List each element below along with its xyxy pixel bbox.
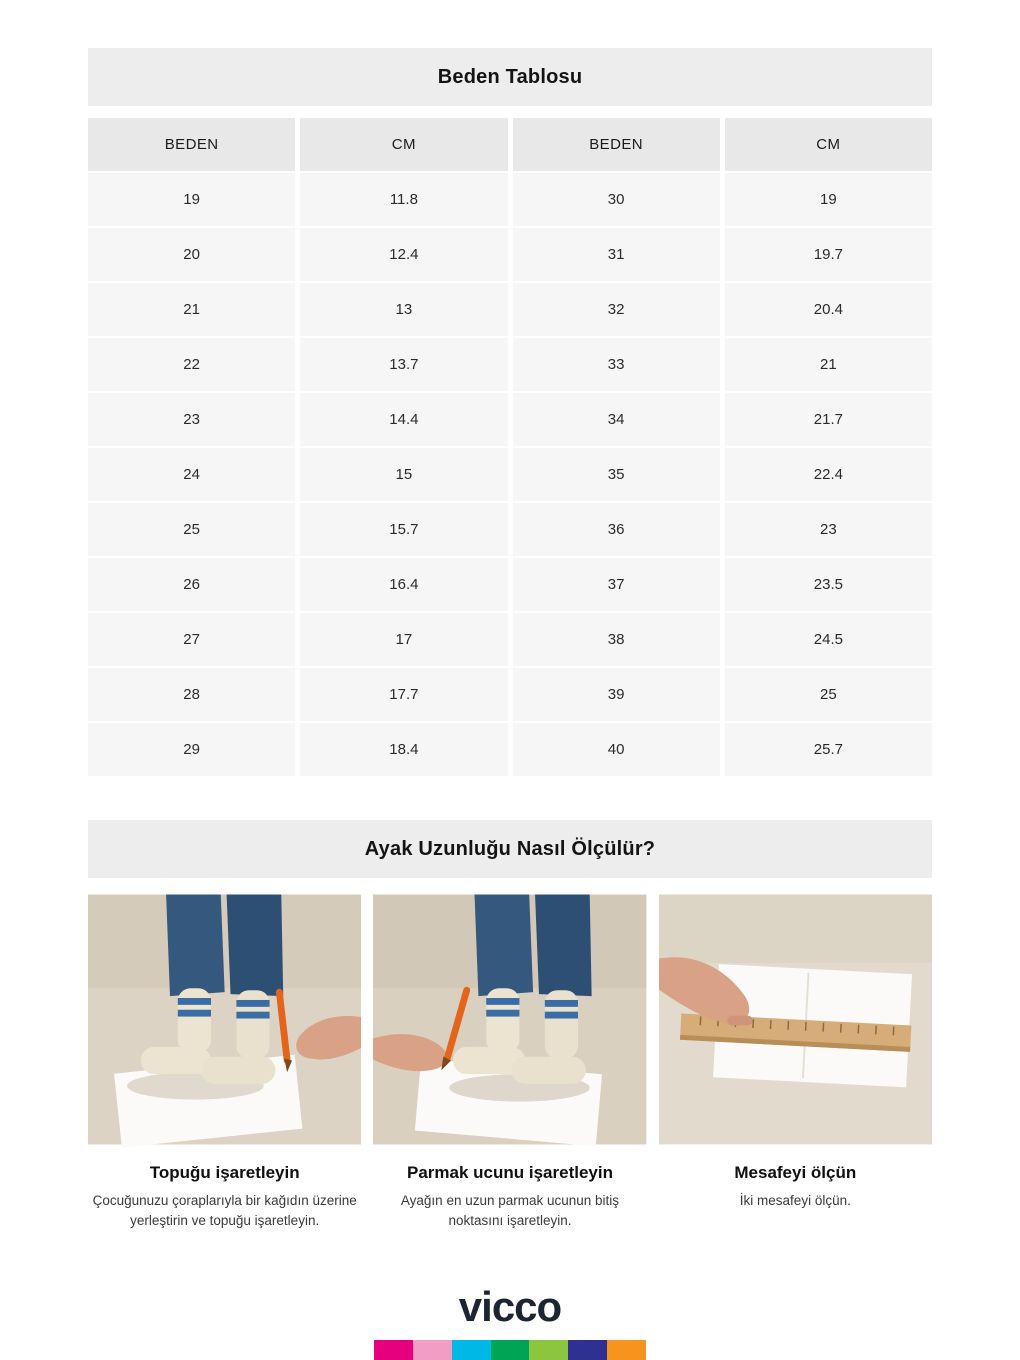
step-description: Çocuğunuzu çoraplarıyla bir kağıdın üzerine yerleştirin ve topuğu işaretleyin. bbox=[92, 1193, 357, 1229]
table-cell: 23 bbox=[725, 503, 932, 556]
table-cell: 34 bbox=[513, 393, 720, 446]
size-table bbox=[88, 118, 932, 776]
table-cell: 36 bbox=[513, 503, 720, 556]
measure-steps bbox=[88, 892, 932, 1232]
table-cell: 28 bbox=[88, 668, 295, 721]
brand-color-segment bbox=[491, 1340, 530, 1360]
table-cell: 25 bbox=[88, 503, 295, 556]
child-feet-heel-marking-photo bbox=[88, 892, 361, 1147]
table-cell: 17.7 bbox=[300, 668, 507, 721]
table-cell: 15 bbox=[300, 448, 507, 501]
table-cell: 24 bbox=[88, 448, 295, 501]
table-cell: 26 bbox=[88, 558, 295, 611]
table-cell: 21.7 bbox=[725, 393, 932, 446]
table-cell: 13.7 bbox=[300, 338, 507, 391]
brand-footer bbox=[0, 1283, 1020, 1360]
brand-color-segment bbox=[374, 1340, 413, 1360]
table-cell: 25.7 bbox=[725, 723, 932, 776]
measure-step-toe bbox=[373, 892, 646, 1232]
step-description: Ayağın en uzun parmak ucunun bitiş noktasını işaretleyin. bbox=[400, 1193, 620, 1229]
table-header-cell: BEDEN bbox=[513, 118, 720, 171]
table-cell: 25 bbox=[725, 668, 932, 721]
table-cell: 22 bbox=[88, 338, 295, 391]
table-cell: 33 bbox=[513, 338, 720, 391]
table-cell: 37 bbox=[513, 558, 720, 611]
table-cell: 20.4 bbox=[725, 283, 932, 336]
table-cell: 21 bbox=[725, 338, 932, 391]
brand-color-segment bbox=[452, 1340, 491, 1360]
table-cell: 13 bbox=[300, 283, 507, 336]
table-cell: 18.4 bbox=[300, 723, 507, 776]
brand-logo: vicco bbox=[458, 1283, 562, 1330]
measure-step-heel bbox=[88, 892, 361, 1232]
step-title: Parmak ucunu işaretleyin bbox=[407, 1163, 613, 1182]
table-cell: 29 bbox=[88, 723, 295, 776]
table-header-cell: CM bbox=[725, 118, 932, 171]
table-cell: 15.7 bbox=[300, 503, 507, 556]
table-cell: 11.8 bbox=[300, 173, 507, 226]
table-cell: 38 bbox=[513, 613, 720, 666]
measure-guide-title-bar bbox=[88, 820, 932, 878]
table-cell: 16.4 bbox=[300, 558, 507, 611]
table-cell: 35 bbox=[513, 448, 720, 501]
table-cell: 39 bbox=[513, 668, 720, 721]
table-cell: 24.5 bbox=[725, 613, 932, 666]
table-cell: 17 bbox=[300, 613, 507, 666]
size-table-title-bar bbox=[88, 48, 932, 106]
table-cell: 14.4 bbox=[300, 393, 507, 446]
table-cell: 23.5 bbox=[725, 558, 932, 611]
table-cell: 12.4 bbox=[300, 228, 507, 281]
table-cell: 19 bbox=[725, 173, 932, 226]
step-description: İki mesafeyi ölçün. bbox=[739, 1193, 851, 1208]
brand-color-segment bbox=[413, 1340, 452, 1360]
table-cell: 21 bbox=[88, 283, 295, 336]
table-cell: 40 bbox=[513, 723, 720, 776]
ruler-measuring-photo bbox=[659, 892, 932, 1147]
table-cell: 30 bbox=[513, 173, 720, 226]
table-cell: 27 bbox=[88, 613, 295, 666]
step-title: Mesafeyi ölçün bbox=[734, 1163, 857, 1182]
table-header-cell: BEDEN bbox=[88, 118, 295, 171]
table-cell: 22.4 bbox=[725, 448, 932, 501]
brand-color-segment bbox=[607, 1340, 646, 1360]
brand-color-bar bbox=[374, 1340, 646, 1360]
measure-guide-title: Ayak Uzunluğu Nasıl Ölçülür? bbox=[364, 837, 656, 860]
measure-step-distance bbox=[659, 892, 932, 1232]
table-cell: 32 bbox=[513, 283, 720, 336]
brand-color-segment bbox=[529, 1340, 568, 1360]
table-cell: 20 bbox=[88, 228, 295, 281]
table-header-cell: CM bbox=[300, 118, 507, 171]
table-cell: 31 bbox=[513, 228, 720, 281]
child-feet-toe-marking-photo bbox=[373, 892, 646, 1147]
table-cell: 23 bbox=[88, 393, 295, 446]
table-cell: 19 bbox=[88, 173, 295, 226]
brand-color-segment bbox=[568, 1340, 607, 1360]
step-title: Topuğu işaretleyin bbox=[149, 1163, 300, 1182]
size-table-title: Beden Tablosu bbox=[437, 65, 583, 88]
table-cell: 19.7 bbox=[725, 228, 932, 281]
